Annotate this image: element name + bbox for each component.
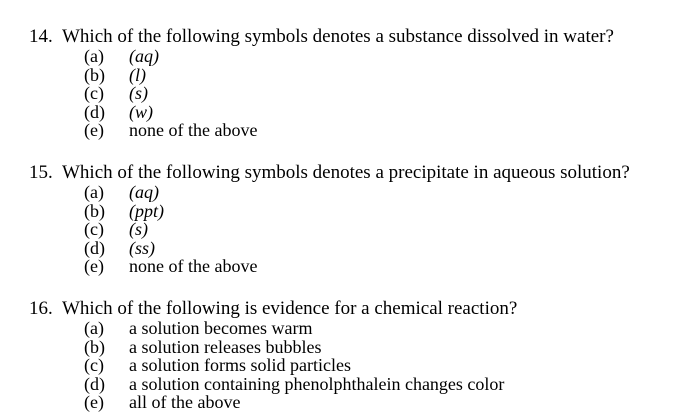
question-text: Which of the following symbols denotes a substance dissolved in water?: [62, 26, 614, 47]
question-text: Which of the following symbols denotes a precipitate in aqueous solution?: [62, 162, 630, 183]
question-stem: [29, 26, 614, 47]
question-text: Which of the following is evidence for a chemical reaction?: [62, 298, 518, 319]
option-text: none of the above: [129, 120, 258, 140]
option-letter: (c): [84, 219, 104, 239]
question-stem: [29, 298, 517, 319]
option-list: [84, 319, 517, 412]
question-14: [29, 26, 614, 140]
option-text: all of the above: [129, 392, 241, 412]
option-b: [84, 66, 614, 85]
question-number: 16.: [29, 298, 53, 319]
option-list: [84, 47, 614, 140]
option-text: a solution forms solid particles: [129, 355, 351, 375]
option-letter: (d): [84, 101, 105, 122]
option-text: (l): [129, 64, 146, 85]
option-b: [84, 202, 630, 221]
option-letter: (b): [84, 336, 105, 357]
option-text: (ss): [129, 237, 155, 258]
question-number: 15.: [29, 162, 53, 183]
question-stem: [29, 162, 630, 183]
option-letter: (b): [84, 200, 105, 221]
option-text: (s): [129, 219, 148, 239]
option-c: [84, 356, 517, 375]
option-b: [84, 338, 517, 357]
option-text: a solution releases bubbles: [129, 336, 322, 357]
option-d: [84, 103, 614, 122]
option-d: [84, 239, 630, 258]
option-a: [84, 47, 614, 66]
option-letter: (a): [84, 318, 104, 338]
option-letter: (e): [84, 120, 104, 140]
option-a: [84, 183, 630, 202]
question-number: 14.: [29, 26, 53, 47]
option-letter: (d): [84, 237, 105, 258]
option-letter: (b): [84, 64, 105, 85]
option-e: [84, 121, 614, 140]
option-c: [84, 220, 630, 239]
question-16: [29, 298, 517, 412]
option-text: (aq): [129, 182, 159, 202]
option-list: [84, 183, 630, 276]
question-15: [29, 162, 630, 276]
option-e: [84, 393, 517, 412]
option-c: [84, 84, 614, 103]
option-text: none of the above: [129, 256, 258, 276]
option-e: [84, 257, 630, 276]
option-text: (aq): [129, 46, 159, 66]
option-letter: (c): [84, 83, 104, 103]
option-text: a solution containing phenolphthalein changes color: [129, 373, 505, 394]
option-letter: (c): [84, 355, 104, 375]
option-text: a solution becomes warm: [129, 318, 313, 338]
option-letter: (e): [84, 256, 104, 276]
option-letter: (a): [84, 46, 104, 66]
option-text: (w): [129, 101, 153, 122]
option-d: [84, 375, 517, 394]
option-text: (s): [129, 83, 148, 103]
option-letter: (d): [84, 373, 105, 394]
option-letter: (a): [84, 182, 104, 202]
option-a: [84, 319, 517, 338]
option-text: (ppt): [129, 200, 164, 221]
option-letter: (e): [84, 392, 104, 412]
